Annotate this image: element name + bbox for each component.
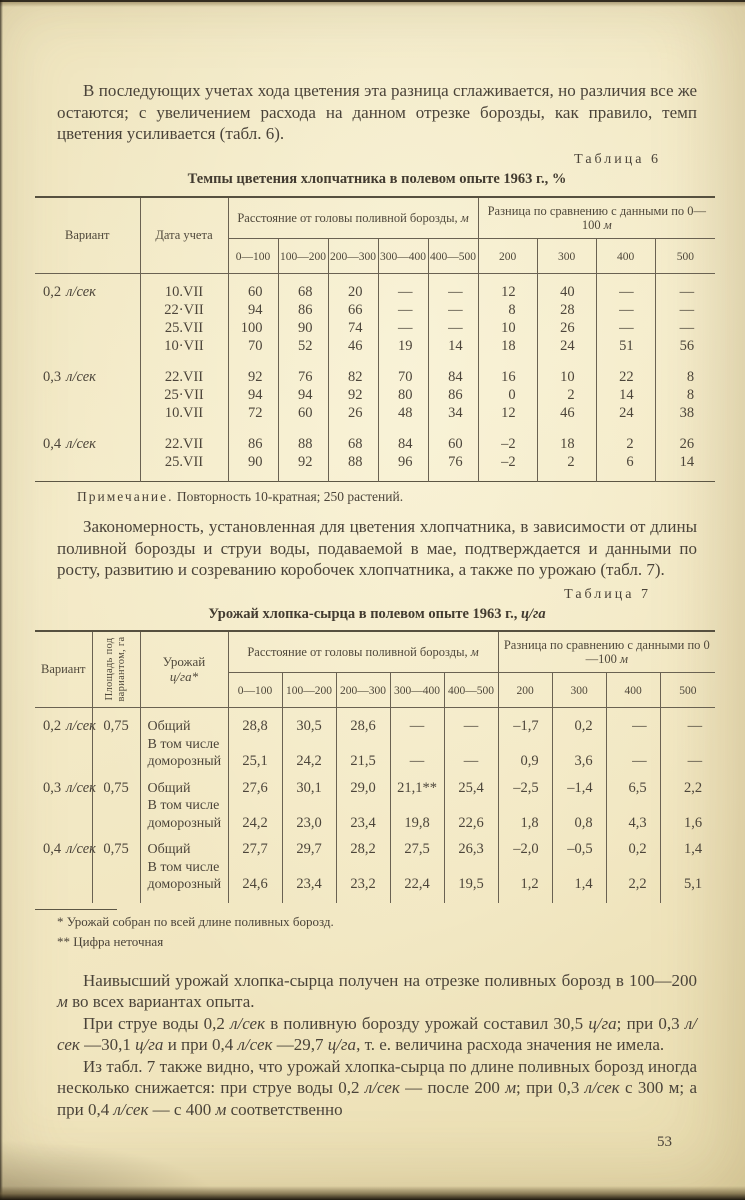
t7-cell: 24,6 — [228, 859, 282, 903]
table-6-flowering-rates — [35, 196, 715, 483]
t6-subheader: 200 — [478, 238, 537, 274]
t7-area-cell: 0,75 — [92, 708, 140, 771]
table7-footnote-2: ** Цифра неточная — [57, 934, 164, 949]
t7-cell: 23,2 — [336, 859, 390, 903]
t7-subheader: 300 — [552, 672, 606, 708]
t6-header-date: Дата учета — [140, 197, 228, 274]
t6-date-cell: 25.VII — [140, 319, 228, 337]
t6-header-variant: Вариант — [35, 197, 140, 274]
t7-cell: 0,2 — [552, 708, 606, 736]
t7-cell: 3,6 — [552, 736, 606, 771]
t6-cell: 72 — [228, 404, 278, 422]
t6-cell: 8 — [478, 301, 537, 319]
t6-cell: 92 — [228, 355, 278, 386]
table6-note: Примечание. Повторность 10-кратная; 250 растений. — [77, 489, 404, 504]
t6-cell: 24 — [537, 337, 596, 355]
t6-cell: — — [378, 319, 428, 337]
t6-cell: 86 — [428, 386, 478, 404]
t6-cell: 90 — [228, 453, 278, 482]
t7-cell: — — [444, 736, 498, 771]
t7-header-area: Площадь под вариантом, га — [92, 631, 140, 708]
t6-subheader: 300 — [537, 238, 596, 274]
paragraph-stream-yield: При струе воды 0,2 л/сек в поливную борозду урожай составил 30,5 ц/га; при 0,3 л/сек —30,1 ц/га и при 0,4 л/сек —29,7 ц/га, т. е. величина расхода значения не имела. — [57, 1013, 697, 1054]
table6-label: Таблица 6 — [574, 151, 661, 167]
t6-cell: 56 — [655, 337, 715, 355]
t6-cell: 60 — [278, 404, 328, 422]
t6-header-distance-group: Расстояние от головы поливной борозды, м — [228, 197, 478, 239]
t6-subheader: 400 — [596, 238, 655, 274]
scan-left-edge — [0, 0, 3, 1200]
page-number: 53 — [657, 1134, 672, 1150]
t7-cell: 0,8 — [552, 797, 606, 832]
t7-cell: –2,0 — [498, 832, 552, 859]
table-row — [35, 355, 715, 386]
t6-cell: 10 — [537, 355, 596, 386]
t6-cell: 12 — [478, 404, 537, 422]
t7-cell: 30,1 — [282, 771, 336, 798]
t7-cell: 4,3 — [606, 797, 660, 832]
t7-cell: — — [444, 708, 498, 736]
t7-cell: 22,4 — [390, 859, 444, 903]
t6-date-cell: 25.VII — [140, 453, 228, 482]
t6-cell: 92 — [328, 386, 378, 404]
t7-cell: 0,9 — [498, 736, 552, 771]
table-row — [35, 832, 715, 859]
t6-date-cell: 10·VII — [140, 337, 228, 355]
t6-cell: 68 — [328, 422, 378, 453]
t6-cell: 40 — [537, 274, 596, 302]
t7-cell: 24,2 — [228, 797, 282, 832]
t6-cell: — — [596, 274, 655, 302]
t7-cell: 27,7 — [228, 832, 282, 859]
t6-date-cell: 10.VII — [140, 274, 228, 302]
t6-cell: 70 — [378, 355, 428, 386]
t7-header-distance-group: Расстояние от головы поливной борозды, м — [228, 631, 498, 673]
t7-cell: — — [660, 736, 715, 771]
t6-cell: 6 — [596, 453, 655, 482]
t7-cell: 21,5 — [336, 736, 390, 771]
t6-subheader: 100—200 — [278, 238, 328, 274]
t6-cell: –2 — [478, 453, 537, 482]
table-7-yield — [35, 630, 715, 903]
t7-cell: 2,2 — [606, 859, 660, 903]
t7-cell: 22,6 — [444, 797, 498, 832]
t7-subheader: 200—300 — [336, 672, 390, 708]
t6-subheader: 500 — [655, 238, 715, 274]
t7-area-cell: 0,75 — [92, 832, 140, 903]
t6-cell: 8 — [655, 386, 715, 404]
t7-cell: 21,1** — [390, 771, 444, 798]
t6-cell: –2 — [478, 422, 537, 453]
t6-cell: 46 — [537, 404, 596, 422]
t7-subheader: 200 — [498, 672, 552, 708]
t6-header-diff-group: Разница по сравнению с данными по 0—100 м — [478, 197, 715, 239]
t7-cell: 27,6 — [228, 771, 282, 798]
t6-cell: 100 — [228, 319, 278, 337]
t6-cell: 94 — [228, 386, 278, 404]
t6-cell: 82 — [328, 355, 378, 386]
t6-cell: 18 — [537, 422, 596, 453]
t7-cell: 23,0 — [282, 797, 336, 832]
t6-cell: 76 — [428, 453, 478, 482]
t6-cell: 48 — [378, 404, 428, 422]
t7-cell: 28,2 — [336, 832, 390, 859]
t6-cell: 28 — [537, 301, 596, 319]
t7-cell: 0,2 — [606, 832, 660, 859]
t6-cell: — — [428, 301, 478, 319]
t6-cell: 14 — [596, 386, 655, 404]
t7-subheader: 0—100 — [228, 672, 282, 708]
t7-yield-label: В том числе доморозный — [140, 859, 228, 903]
t6-subheader: 400—500 — [428, 238, 478, 274]
t7-variant-cell: 0,3 л/сек — [43, 779, 96, 796]
paragraph-regularity: Закономерность, установленная для цветения хлопчатника, в зависимости от длины поливной борозды и струи воды, подаваемой в мае, подтверждается и данными по росту, развитию и созреванию коробочек хлопчатника, а также по урожаю (табл. 7). — [57, 517, 697, 579]
t6-date-cell: 25·VII — [140, 386, 228, 404]
t7-cell: 25,1 — [228, 736, 282, 771]
t6-cell: 46 — [328, 337, 378, 355]
paragraph-yield-decline: Из табл. 7 также видно, что урожай хлопка-сырца по длине поливных борозд иногда несколько снижается: при струе воды 0,2 л/сек — после 200 м; при 0,3 л/сек с 300 м; а при 0,4 л/сек — с 400 м соответственно — [57, 1056, 697, 1119]
t6-cell: 70 — [228, 337, 278, 355]
page-content — [40, 0, 710, 1151]
t7-cell: 23,4 — [336, 797, 390, 832]
t6-cell: 18 — [478, 337, 537, 355]
t6-cell: 22 — [596, 355, 655, 386]
t6-cell: — — [596, 319, 655, 337]
t6-cell: — — [655, 301, 715, 319]
table7-label: Таблица 7 — [564, 586, 651, 602]
t7-cell: 28,6 — [336, 708, 390, 736]
t6-subheader: 200—300 — [328, 238, 378, 274]
table7-title: Урожай хлопка-сырца в полевом опыте 1963 г., ц/га — [208, 605, 546, 622]
t6-subheader: 0—100 — [228, 238, 278, 274]
t7-cell: 5,1 — [660, 859, 715, 903]
t6-cell: 20 — [328, 274, 378, 302]
t6-date-cell: 22.VII — [140, 422, 228, 453]
t7-yield-label: В том числе доморозный — [140, 736, 228, 771]
t7-cell: –1,4 — [552, 771, 606, 798]
t6-cell: — — [378, 274, 428, 302]
t6-cell: 51 — [596, 337, 655, 355]
t7-header-variant: Вариант — [35, 631, 92, 708]
t6-cell: 2 — [537, 386, 596, 404]
t6-cell: 0 — [478, 386, 537, 404]
table-row — [35, 274, 715, 302]
t7-cell: — — [390, 708, 444, 736]
table6-title: Темпы цветения хлопчатника в полевом опыте 1963 г., % — [187, 170, 567, 187]
t6-cell: 60 — [428, 422, 478, 453]
t7-cell: — — [390, 736, 444, 771]
t6-cell: — — [428, 274, 478, 302]
t6-cell: 2 — [537, 453, 596, 482]
t7-area-cell: 0,75 — [92, 771, 140, 833]
t7-cell: 29,7 — [282, 832, 336, 859]
t7-cell: 24,2 — [282, 736, 336, 771]
t6-cell: 84 — [428, 355, 478, 386]
t6-cell: 86 — [228, 422, 278, 453]
t7-cell: –0,5 — [552, 832, 606, 859]
t6-cell: 94 — [278, 386, 328, 404]
paragraph-intro: В последующих учетах хода цветения эта разница сглаживается, но различия все же остаются; с увеличением расхода на данном отрезке борозды, как правило, темп цветения усиливается (табл. 6). — [57, 81, 697, 143]
t7-cell: –1,7 — [498, 708, 552, 736]
scan-top-shadow — [0, 2, 745, 7]
t6-cell: 26 — [328, 404, 378, 422]
t7-cell: 25,4 — [444, 771, 498, 798]
scan-bottom-edge — [0, 1186, 745, 1200]
t6-cell: 66 — [328, 301, 378, 319]
table7-header-row-groups — [35, 631, 715, 673]
t6-cell: 26 — [655, 422, 715, 453]
paragraph-highest-yield: Наивысший урожай хлопка-сырца получен на отрезке поливных борозд в 100—200 м во всех вариантах опыта. — [57, 970, 697, 1011]
table6-header-row-groups — [35, 197, 715, 239]
t6-cell: 92 — [278, 453, 328, 482]
t6-variant-cell: 0,4 л/сек — [43, 436, 96, 452]
t6-cell: — — [428, 319, 478, 337]
t7-cell: 26,3 — [444, 832, 498, 859]
t6-cell: — — [655, 319, 715, 337]
t6-cell: 26 — [537, 319, 596, 337]
t7-subheader: 500 — [660, 672, 715, 708]
table-row — [35, 771, 715, 798]
t6-cell: — — [378, 301, 428, 319]
t7-cell: 2,2 — [660, 771, 715, 798]
t7-cell: 27,5 — [390, 832, 444, 859]
t6-cell: 84 — [378, 422, 428, 453]
t6-cell: 24 — [596, 404, 655, 422]
t6-cell: 16 — [478, 355, 537, 386]
t6-cell: 52 — [278, 337, 328, 355]
t7-cell: 29,0 — [336, 771, 390, 798]
t7-cell: 1,4 — [660, 832, 715, 859]
t7-variant-cell: 0,2 л/сек — [43, 718, 96, 734]
t6-cell: 86 — [278, 301, 328, 319]
t6-date-cell: 10.VII — [140, 404, 228, 422]
t7-subheader: 400 — [606, 672, 660, 708]
t7-variant-cell: 0,4 л/сек — [43, 841, 96, 857]
t6-cell: 68 — [278, 274, 328, 302]
table-row — [35, 708, 715, 736]
t6-cell: 14 — [655, 453, 715, 482]
t7-yield-label: Общий — [140, 708, 228, 736]
t6-cell: 90 — [278, 319, 328, 337]
t6-cell: 94 — [228, 301, 278, 319]
t6-cell: 88 — [328, 453, 378, 482]
t7-subheader: 100—200 — [282, 672, 336, 708]
t6-cell: 34 — [428, 404, 478, 422]
t6-cell: 2 — [596, 422, 655, 453]
t7-header-diff-group: Разница по сравнению с данными по 0—100 м — [498, 631, 715, 673]
t6-cell: 96 — [378, 453, 428, 482]
t6-cell: 60 — [228, 274, 278, 302]
t7-yield-label: Общий — [140, 832, 228, 859]
t7-cell: 19,8 — [390, 797, 444, 832]
t7-cell: 19,5 — [444, 859, 498, 903]
t7-cell: 1,4 — [552, 859, 606, 903]
t6-cell: 14 — [428, 337, 478, 355]
t7-cell: 23,4 — [282, 859, 336, 903]
t7-cell: — — [606, 736, 660, 771]
t6-subheader: 300—400 — [378, 238, 428, 274]
t6-cell: 10 — [478, 319, 537, 337]
t7-cell: — — [660, 708, 715, 736]
t6-cell: 12 — [478, 274, 537, 302]
t7-cell: 6,5 — [606, 771, 660, 798]
t6-cell: — — [655, 274, 715, 302]
footnote-rule — [35, 909, 117, 910]
t6-cell: — — [596, 301, 655, 319]
t7-subheader: 300—400 — [390, 672, 444, 708]
t7-yield-label: Общий — [140, 771, 228, 798]
t7-cell: –2,5 — [498, 771, 552, 798]
t7-cell: 1,6 — [660, 797, 715, 832]
t6-variant-cell: 0,3 л/сек — [43, 369, 96, 385]
t6-date-cell: 22·VII — [140, 301, 228, 319]
t6-cell: 8 — [655, 355, 715, 386]
t6-cell: 38 — [655, 404, 715, 422]
t6-cell: 80 — [378, 386, 428, 404]
table7-footnote-1: * Урожай собран по всей длине поливных борозд. — [57, 913, 334, 929]
t7-cell: 28,8 — [228, 708, 282, 736]
t7-cell: — — [606, 708, 660, 736]
t6-cell: 74 — [328, 319, 378, 337]
t7-cell: 1,2 — [498, 859, 552, 903]
t6-cell: 19 — [378, 337, 428, 355]
table-row — [35, 422, 715, 453]
t6-cell: 88 — [278, 422, 328, 453]
t7-header-yield: Урожай ц/га* — [140, 631, 228, 708]
t7-yield-label: В том числе доморозный — [140, 797, 228, 832]
t7-subheader: 400—500 — [444, 672, 498, 708]
t6-date-cell: 22.VII — [140, 355, 228, 386]
t7-cell: 30,5 — [282, 708, 336, 736]
t7-cell: 1,8 — [498, 797, 552, 832]
t6-cell: 76 — [278, 355, 328, 386]
t6-variant-cell: 0,2 л/сек — [43, 284, 96, 300]
